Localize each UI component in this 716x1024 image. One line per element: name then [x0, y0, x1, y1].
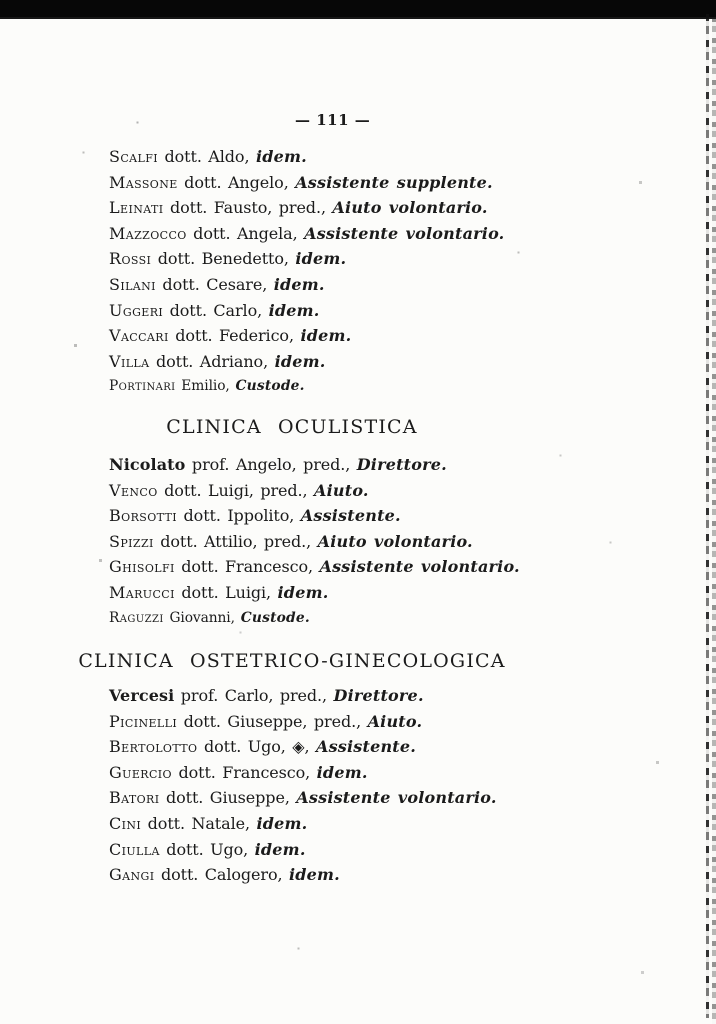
person-role: Custode.	[240, 609, 310, 626]
staff-entry-custode	[109, 606, 669, 632]
staff-entry	[109, 478, 669, 504]
staff-entry	[109, 298, 669, 324]
person-name: Scalfi	[109, 147, 159, 166]
person-name: Spizzi	[109, 531, 154, 551]
scan-right-edge	[712, 17, 716, 1024]
person-details: dott. Francesco,	[171, 762, 317, 782]
person-role: idem.	[274, 351, 326, 371]
person-role: Custode.	[235, 378, 305, 395]
person-role: Assistente volontario.	[319, 557, 520, 577]
person-role: idem.	[295, 249, 347, 269]
person-details: dott. Adriano,	[149, 351, 275, 371]
person-name: Raguzzi	[109, 609, 164, 626]
scan-top-edge	[0, 0, 716, 19]
person-name: Mazzocco	[109, 223, 187, 243]
person-role: Aiuto.	[367, 711, 423, 731]
person-role: Assistente volontario.	[296, 788, 497, 808]
staff-entry	[109, 837, 669, 863]
person-name: Cini	[109, 813, 142, 833]
person-role: Assistente.	[315, 737, 417, 757]
section-header-clinica-ostetrico-ginecologica: CLINICA OSTETRICO-GINECOLOGICA	[78, 650, 506, 672]
staff-entry	[109, 709, 669, 735]
person-name: Guercio	[109, 762, 172, 782]
person-details: dott. Fausto, pred.,	[163, 198, 333, 218]
person-details: dott. Ugo, ◈,	[197, 737, 316, 757]
person-details: dott. Francesco,	[174, 557, 320, 577]
staff-entry	[109, 760, 669, 786]
staff-list-continued	[109, 144, 669, 400]
person-role: Aiuto volontario.	[317, 531, 473, 551]
person-name: Bertolotto	[109, 737, 198, 757]
person-role: idem.	[273, 274, 325, 294]
staff-entry	[109, 195, 669, 221]
person-role: idem.	[268, 300, 320, 320]
staff-entry	[109, 580, 669, 606]
person-name: Uggeri	[109, 300, 164, 320]
staff-entry	[109, 170, 669, 196]
person-details: dott. Aldo,	[158, 147, 256, 166]
person-name: Gangi	[109, 865, 155, 885]
person-details: prof. Angelo, pred.,	[185, 455, 357, 474]
person-role: Assistente.	[300, 506, 401, 526]
staff-entry	[109, 529, 669, 555]
staff-entry	[109, 683, 669, 709]
person-name: Vercesi	[109, 686, 175, 705]
person-details: dott. Luigi, pred.,	[157, 480, 314, 500]
section-header-clinica-oculistica: CLINICA OCULISTICA	[166, 416, 418, 438]
person-details: dott. Federico,	[168, 326, 301, 346]
staff-entry	[109, 323, 669, 349]
page-number: — 111 —	[295, 111, 371, 129]
staff-entry	[109, 811, 669, 837]
person-role: idem.	[277, 582, 329, 602]
person-role: idem.	[254, 839, 306, 859]
person-details: Giovanni,	[163, 609, 241, 626]
person-name: Rossi	[109, 249, 152, 269]
staff-entry	[109, 785, 669, 811]
person-role: idem.	[288, 865, 340, 885]
staff-entry	[109, 272, 669, 298]
person-details: Emilio,	[175, 378, 236, 395]
person-name: Massone	[109, 172, 178, 192]
person-role: Assistente supplente.	[295, 172, 493, 192]
staff-entry	[109, 452, 669, 478]
staff-entry	[109, 503, 669, 529]
person-details: prof. Carlo, pred.,	[174, 686, 334, 705]
staff-entry	[109, 246, 669, 272]
person-name: Nicolato	[109, 455, 186, 474]
person-role: Assistente volontario.	[304, 223, 505, 243]
person-details: dott. Giuseppe,	[159, 788, 297, 808]
staff-entry	[109, 221, 669, 247]
person-name: Vaccari	[109, 326, 169, 346]
person-details: dott. Attilio, pred.,	[153, 531, 318, 551]
person-name: Silani	[109, 274, 156, 294]
person-name: Ghisolfi	[109, 557, 175, 577]
person-name: Portinari	[109, 378, 176, 395]
person-name: Ciulla	[109, 839, 160, 859]
scan-gutter-line	[706, 14, 709, 1018]
person-name: Borsotti	[109, 506, 178, 526]
person-role: idem.	[256, 813, 308, 833]
person-role: Aiuto volontario.	[332, 198, 488, 218]
person-name: Marucci	[109, 582, 175, 602]
person-role: idem.	[255, 147, 307, 166]
person-name: Venco	[109, 480, 158, 500]
person-details: dott. Natale,	[141, 813, 257, 833]
person-details: dott. Angelo,	[177, 172, 296, 192]
person-name: Batori	[109, 788, 160, 808]
person-details: dott. Cesare,	[155, 274, 274, 294]
person-details: dott. Ugo,	[159, 839, 255, 859]
person-details: dott. Benedetto,	[151, 249, 296, 269]
staff-entry	[109, 554, 669, 580]
person-name: Picinelli	[109, 711, 178, 731]
person-role: Direttore.	[333, 686, 424, 705]
person-details: dott. Giuseppe, pred.,	[177, 711, 368, 731]
person-details: dott. Angela,	[186, 223, 305, 243]
staff-entry	[109, 734, 669, 760]
person-role: Direttore.	[356, 455, 447, 474]
person-role: Aiuto.	[314, 480, 369, 500]
clinica-ostetrico-ginecologica-staff-list	[109, 683, 669, 888]
staff-entry	[109, 144, 669, 170]
staff-entry-custode	[109, 374, 669, 400]
person-role: idem.	[300, 326, 352, 346]
person-name: Leinati	[109, 198, 164, 218]
person-details: dott. Carlo,	[163, 300, 269, 320]
clinica-oculistica-staff-list	[109, 452, 669, 631]
person-details: dott. Luigi,	[174, 582, 278, 602]
staff-entry	[109, 862, 669, 888]
person-details: dott. Ippolito,	[177, 506, 301, 526]
person-role: idem.	[316, 762, 368, 782]
scan-noise-specks	[0, 0, 1, 1]
person-name: Villa	[109, 351, 150, 371]
staff-entry	[109, 349, 669, 375]
person-details: dott. Calogero,	[154, 865, 289, 885]
